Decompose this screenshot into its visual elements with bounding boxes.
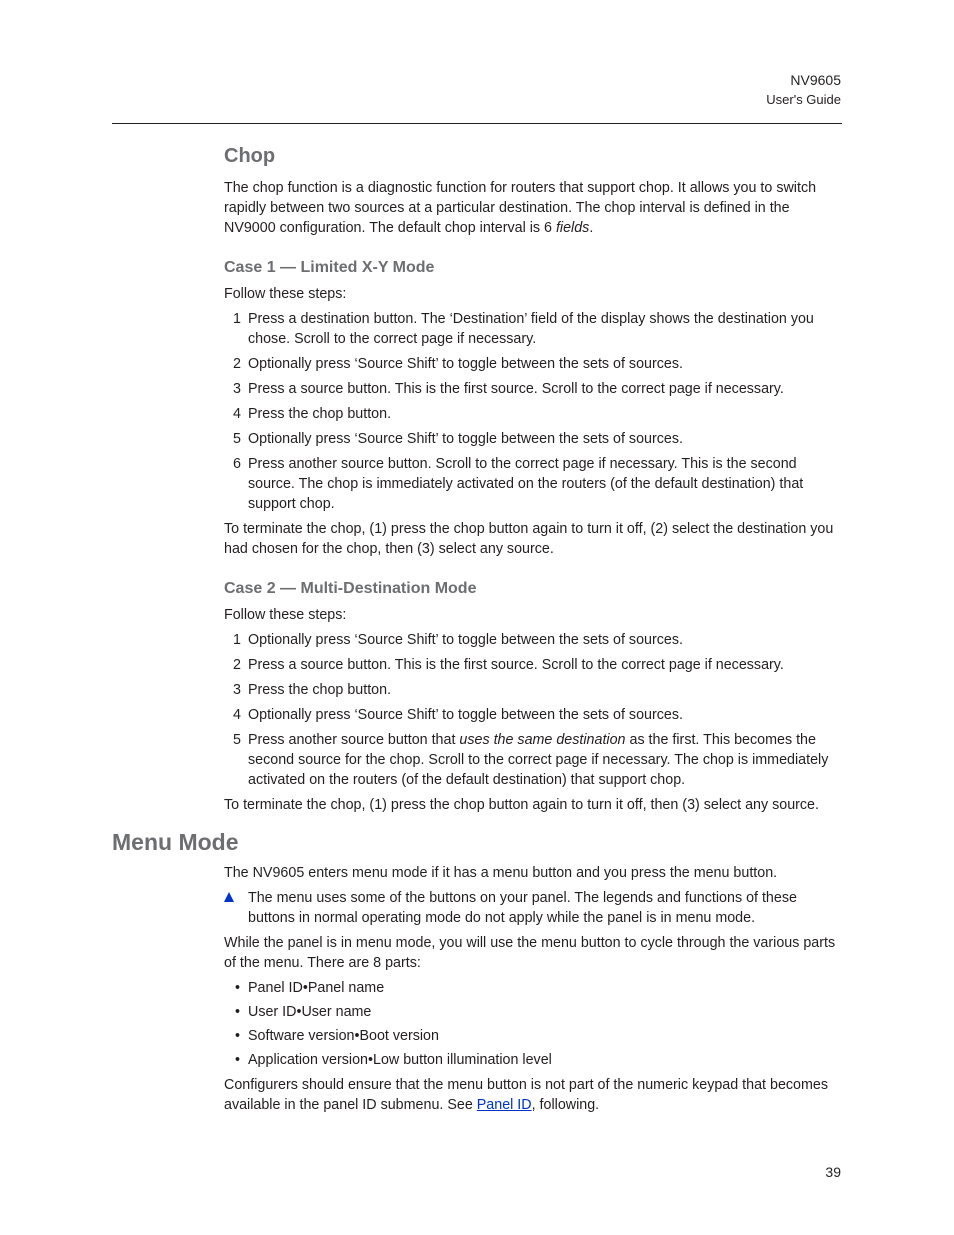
final-text: Configurers should ensure that the menu button is not part of the numeric keypad that becomes available in the panel ID submenu. See [224, 1077, 829, 1113]
menu-mode-section [224, 863, 844, 1120]
step-text: Optionally press ‘Source Shift’ to toggle between the sets of sources. [248, 707, 683, 723]
case2-steps [224, 630, 844, 790]
menu-parts-list [224, 978, 844, 1070]
bullet-icon: • [235, 1004, 241, 1020]
header-product-name: NV9605 [790, 72, 841, 88]
header-document-name: User's Guide [766, 92, 841, 107]
case1-terminate: To terminate the chop, (1) press the chop button again to turn it off, (2) select the destination you had chosen for the chop, then (3) select any source. [224, 521, 834, 557]
step-text-end: as the first. This becomes the second source for the chop. Scroll to the correct page if necessary. The chop is immediately activated on the routers (of the default destination) that support chop. [248, 732, 829, 788]
case1-step [224, 379, 844, 399]
step-emphasis: uses the same destination [459, 732, 626, 748]
case2-step [224, 630, 844, 650]
case1-lead: Follow these steps: [224, 286, 347, 302]
chop-intro-text: The chop function is a diagnostic function for routers that support chop. It allows you to switch rapidly between two sources at a particular destination. The chop interval is defined in the NV9000 configuration. The default chop interval is 6 [224, 180, 817, 236]
step-text: Optionally press ‘Source Shift’ to toggle between the sets of sources. [248, 431, 683, 447]
step-number: 1 [233, 311, 241, 327]
case2-step [224, 705, 844, 725]
menu-part-item [224, 978, 844, 998]
case1-step [224, 429, 844, 449]
page-number: 39 [825, 1164, 841, 1180]
step-number: 2 [233, 356, 241, 372]
menu-part-label: Software version•Boot version [248, 1028, 439, 1044]
final-text-end: , following. [531, 1097, 600, 1113]
case1-steps [224, 309, 844, 514]
case1-step [224, 454, 844, 514]
step-number: 6 [233, 456, 241, 472]
step-number: 3 [233, 381, 241, 397]
case2-terminate: To terminate the chop, (1) press the chop button again to turn it off, then (3) select any source. [224, 797, 819, 813]
step-number: 3 [233, 682, 241, 698]
step-number: 4 [233, 406, 241, 422]
case1-step [224, 354, 844, 374]
menu-part-label: Panel ID•Panel name [248, 980, 385, 996]
case2-lead: Follow these steps: [224, 607, 347, 623]
step-text: Press a source button. This is the first source. Scroll to the correct page if necessary. [248, 657, 784, 673]
chop-intro-end: . [589, 220, 594, 236]
bullet-icon: • [235, 1052, 241, 1068]
step-text: Optionally press ‘Source Shift’ to toggle between the sets of sources. [248, 356, 683, 372]
step-number: 1 [233, 632, 241, 648]
bullet-icon: • [235, 980, 241, 996]
panel-id-link[interactable]: Panel ID [476, 1097, 532, 1113]
menu-part-item [224, 1002, 844, 1022]
menu-mode-parts-intro: While the panel is in menu mode, you will use the menu button to cycle through the various parts of the menu. There are 8 parts: [224, 935, 836, 971]
menu-part-label: Application version•Low button illumination level [248, 1052, 552, 1068]
chop-intro-emphasis: fields [555, 220, 590, 236]
case2-step [224, 730, 844, 790]
step-number: 5 [233, 431, 241, 447]
step-text: Press a destination button. The ‘Destination’ field of the display shows the destination you chose. Scroll to the correct page if necessary. [248, 311, 814, 347]
triangle-up-icon [224, 892, 234, 902]
case2-step [224, 655, 844, 675]
menu-part-item [224, 1050, 844, 1070]
menu-part-item [224, 1026, 844, 1046]
step-text: Press the chop button. [248, 406, 392, 422]
step-text: Press another source button. Scroll to the correct page if necessary. This is the second source. The chop is immediately activated on the routers (of the default destination) that support chop. [248, 456, 804, 512]
menu-mode-final [224, 1075, 844, 1115]
case2-step [224, 680, 844, 700]
menu-part-label: User ID•User name [248, 1004, 372, 1020]
case1-step [224, 309, 844, 349]
case1-heading: Case 1 — Limited X-Y Mode [224, 259, 435, 276]
step-text: Optionally press ‘Source Shift’ to toggle between the sets of sources. [248, 632, 683, 648]
bullet-icon: • [235, 1028, 241, 1044]
step-number: 5 [233, 732, 241, 748]
step-text: Press a source button. This is the first source. Scroll to the correct page if necessary. [248, 381, 784, 397]
step-text: Press the chop button. [248, 682, 392, 698]
note-text: The menu uses some of the buttons on your panel. The legends and functions of these buttons in normal operating mode do not apply while the panel is in menu mode. [248, 890, 797, 926]
step-number: 2 [233, 657, 241, 673]
chop-section [224, 143, 844, 820]
menu-mode-intro: The NV9605 enters menu mode if it has a menu button and you press the menu button. [224, 865, 778, 881]
step-number: 4 [233, 707, 241, 723]
case1-step [224, 404, 844, 424]
menu-mode-note [224, 888, 844, 928]
case2-heading: Case 2 — Multi-Destination Mode [224, 580, 477, 597]
header-rule [112, 123, 842, 124]
step-text: Press another source button that [248, 732, 460, 748]
menu-mode-heading: Menu Mode [112, 829, 239, 855]
chop-intro [224, 178, 844, 238]
chop-heading: Chop [224, 145, 276, 167]
